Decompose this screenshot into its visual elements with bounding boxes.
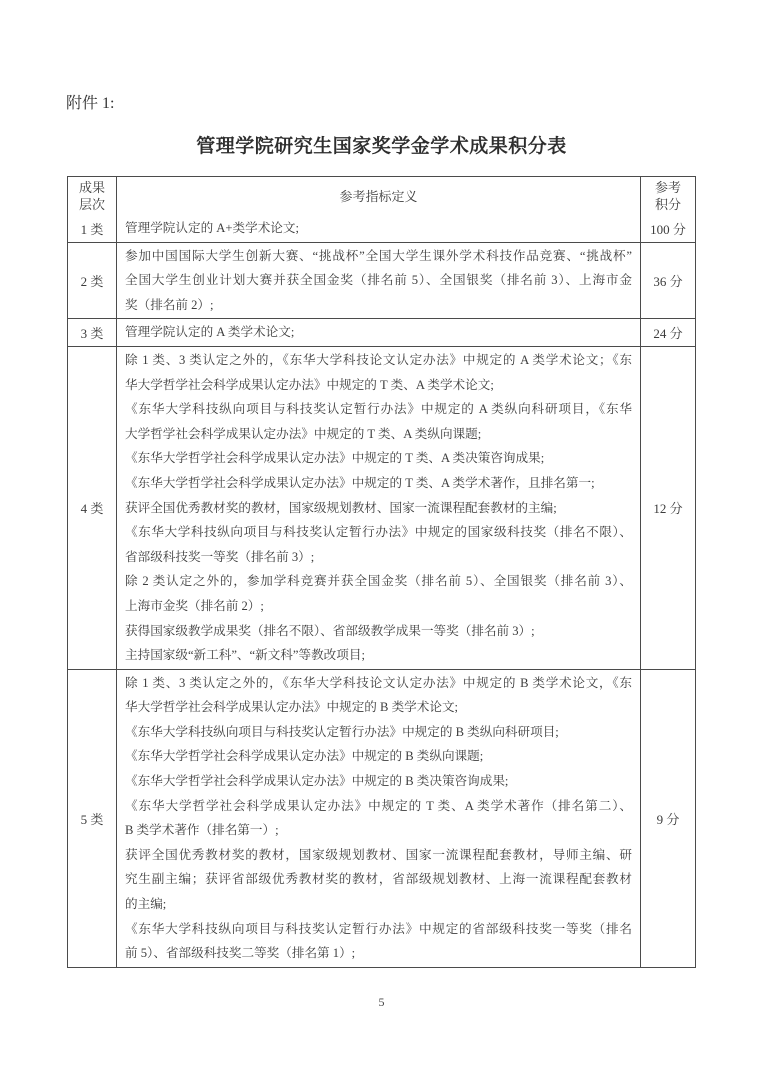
attachment-label: 附件 1: xyxy=(66,95,115,112)
definition-line: 《东华大学科技纵向项目与科技奖认定暂行办法》中规定的国家级科技奖（排名不限）、 xyxy=(125,525,632,540)
definition-line: 省部级科技奖一等奖（排名前 3）; xyxy=(125,549,315,564)
definition-line: 的主编; xyxy=(125,897,167,912)
definition-line: 全国大学生创业计划大赛并获全国金奖（排名前 5）、全国银奖（排名前 3）、上海市金 xyxy=(125,273,632,288)
header-level-line2: 层次 xyxy=(78,197,105,212)
level-cell: 3 类 xyxy=(68,319,117,346)
level-cell: 2 类 xyxy=(68,243,117,319)
header-level-line1: 成果 xyxy=(78,180,105,195)
definition-line: 《东华大学科技纵向项目与科技奖认定暂行办法》中规定的 A 类纵向科研项目，《东华 xyxy=(125,402,632,417)
definition-line: 获得国家级教学成果奖（排名不限）、省部级教学成果一等奖（排名前 3）; xyxy=(125,623,535,638)
header-points-line2: 积分 xyxy=(654,197,681,212)
definition-cell xyxy=(117,347,640,669)
level-cell: 1 类 xyxy=(68,215,117,242)
definition-line: 《东华大学哲学社会科学成果认定办法》中规定的 B 类决策咨询成果; xyxy=(125,774,509,789)
definition-line: 《东华大学哲学社会科学成果认定办法》中规定的 T 类、A 类学术著作（排名第二）、 xyxy=(125,798,632,813)
definition-line: 《东华大学哲学社会科学成果认定办法》中规定的 B 类纵向课题; xyxy=(125,749,484,764)
definition-line: 《东华大学科技纵向项目与科技奖认定暂行办法》中规定的省部级科技奖一等奖（排名 xyxy=(125,921,632,936)
header-definition-label: 参考指标定义 xyxy=(339,188,418,204)
level-cell: 5 类 xyxy=(68,670,117,967)
definition-line: 华大学哲学社会科学成果认定办法》中规定的 B 类学术论文; xyxy=(125,700,459,715)
document-title: 管理学院研究生国家奖学金学术成果积分表 xyxy=(196,136,567,157)
definition-cell xyxy=(117,670,640,967)
points-cell: 12 分 xyxy=(640,347,695,669)
definition-line: 《东华大学哲学社会科学成果认定办法》中规定的 T 类、A 类决策咨询成果; xyxy=(125,451,545,466)
definition-line: 获评全国优秀教材奖的教材，国家级规划教材、国家一流课程配套教材，导师主编、研 xyxy=(125,847,632,862)
definition-line: 除 2 类认定之外的，参加学科竞赛并获全国金奖（排名前 5）、全国银奖（排名前 3）、 xyxy=(125,574,632,589)
page-number: 5 xyxy=(378,995,385,1009)
definition-cell xyxy=(117,243,640,319)
points-cell: 24 分 xyxy=(640,319,695,346)
points-cell: 9 分 xyxy=(640,670,695,967)
score-table-rows xyxy=(68,215,695,967)
table-row xyxy=(68,346,695,669)
definition-line: 奖（排名前 2）; xyxy=(125,297,214,312)
table-row xyxy=(68,242,695,319)
definition-line: 参加中国国际大学生创新大赛、“挑战杯”全国大学生课外学术科技作品竞赛、“挑战杯” xyxy=(125,248,632,263)
header-points-cell xyxy=(640,177,695,215)
definition-line: B 类学术著作（排名第一）; xyxy=(125,823,279,838)
points-cell: 100 分 xyxy=(640,215,695,242)
definition-line: 究生副主编；获评省部级优秀教材奖的教材，省部级规划教材、上海一流课程配套教材 xyxy=(125,872,632,887)
definition-line: 大学哲学社会科学成果认定办法》中规定的 T 类、A 类纵向课题; xyxy=(125,426,482,441)
table-row xyxy=(68,318,695,346)
header-points-line1: 参考 xyxy=(654,180,681,195)
definition-line: 管理学院认定的 A 类学术论文; xyxy=(125,325,295,340)
points-cell: 36 分 xyxy=(640,243,695,319)
definition-line: 管理学院认定的 A+类学术论文; xyxy=(125,221,299,235)
definition-line: 《东华大学科技纵向项目与科技奖认定暂行办法》中规定的 B 类纵向科研项目; xyxy=(125,724,559,739)
definition-cell xyxy=(117,319,640,346)
header-definition-cell xyxy=(117,177,640,215)
definition-line: 主持国家级“新工科”、“新文科”等教改项目; xyxy=(125,648,365,663)
definition-line: 上海市金奖（排名前 2）; xyxy=(125,598,264,613)
header-level-cell xyxy=(68,177,117,215)
definition-line: 除 1 类、3 类认定之外的，《东华大学科技论文认定办法》中规定的 B 类学术论文，《东 xyxy=(125,675,632,690)
level-cell: 4 类 xyxy=(68,347,117,669)
table-row xyxy=(68,669,695,967)
definition-line: 除 1 类、3 类认定之外的，《东华大学科技论文认定办法》中规定的 A 类学术论文；《东 xyxy=(125,352,632,367)
definition-line: 《东华大学哲学社会科学成果认定办法》中规定的 T 类、A 类学术著作，且排名第一; xyxy=(125,475,595,490)
definition-line: 获评全国优秀教材奖的教材，国家级规划教材、国家一流课程配套教材的主编; xyxy=(125,500,557,515)
definition-line: 前 5）、省部级科技奖二等奖（排名第 1）; xyxy=(125,946,356,961)
table-row xyxy=(68,215,695,242)
definition-line: 华大学哲学社会科学成果认定办法》中规定的 T 类、A 类学术论文; xyxy=(125,377,494,392)
definition-cell xyxy=(117,215,640,242)
score-table xyxy=(67,176,696,968)
table-header-row xyxy=(68,177,695,215)
